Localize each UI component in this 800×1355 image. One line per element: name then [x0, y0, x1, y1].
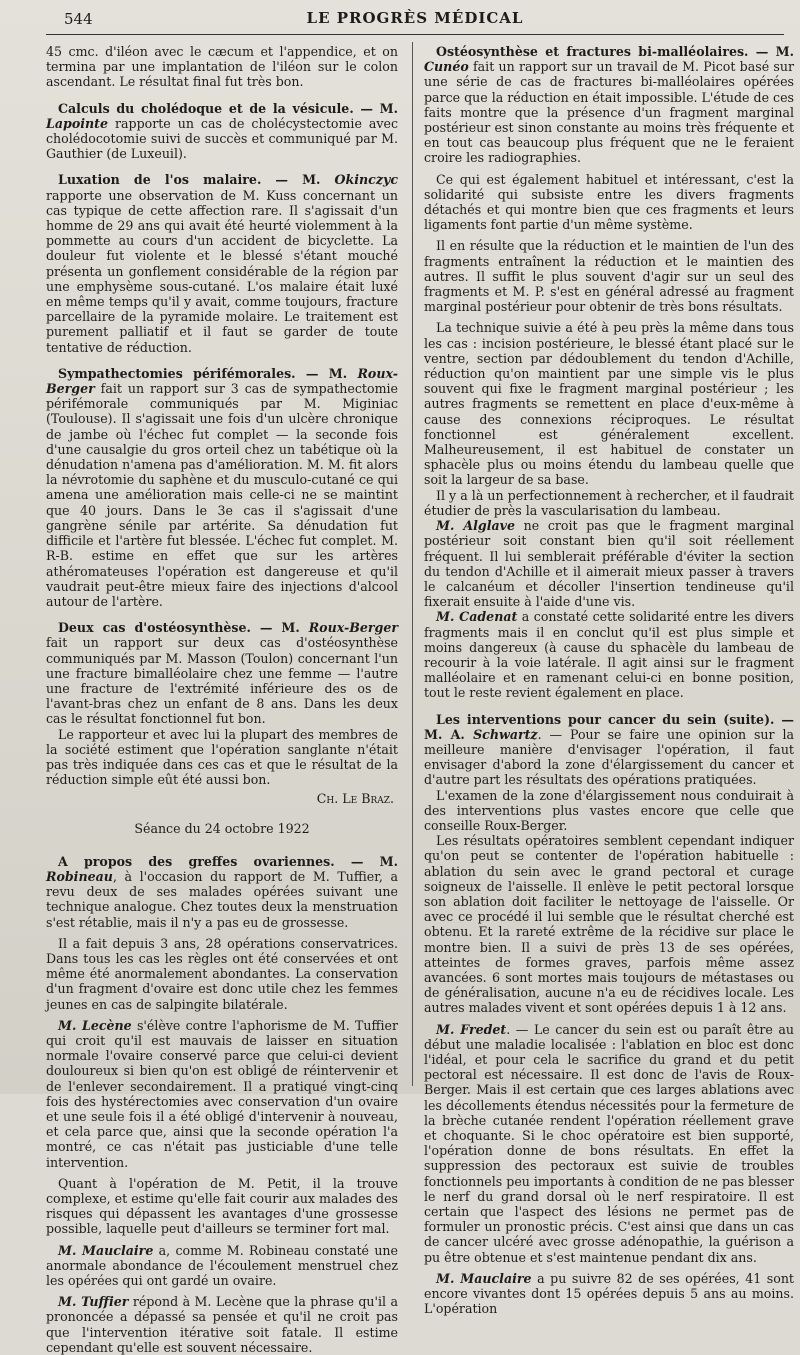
paragraph: M. Mauclaire a pu suivre 82 de ses opérées, 41 sont encore vivantes dont 15 opérées depuis 5 ans au moins. L'opération [424, 1270, 794, 1317]
author-name: M. Mauclaire [436, 1270, 532, 1286]
page-header [46, 6, 784, 35]
section-heading: Sympathectomies périfémorales. — M. [58, 365, 358, 381]
author-name: M. Alglave [436, 518, 515, 534]
left-column [46, 44, 398, 1355]
paragraph: Deux cas d'ostéosynthèse. — M. Roux-Berger fait un rapport sur deux cas d'ostéosynthèse communiqués par M. Masson (Toulon) concernant l'un une fracture bimalléolaire chez une femme — l'autre une fracture de l'extrémité inférieure des os de l'avant-bras chez un enfant de 8 ans. Dans les deux cas le résultat fonctionnel fut bon. [46, 620, 398, 727]
paragraph: M. Alglave ne croit pas que le fragment marginal postérieur soit constant bien qu'il soit réellement fréquent. Il lui semblerait préférable d'éviter la section du tendon d'Achille et il aimerait mieux passer à travers le calcanéum et décoller l'insertion tendineuse qu'il fixerait ensuite à l'aide d'une vis. [424, 518, 794, 610]
paragraph: Il a fait depuis 3 ans, 28 opérations conservatrices. Dans tous les cas les règles ont été conservées et ont même été anormalement abondantes. La conservation d'un fragment d'ovaire est donc utile chez les femmes jeunes en cas de salpingite bilatérale. [46, 935, 398, 1012]
page-number: 544 [64, 10, 93, 28]
paragraph: Calculs du cholédoque et de la vésicule. — M. Lapointe rapporte un cas de cholécystectomie avec cholédocotomie suivi de succès et communiqué par M. Gauthier (de Luxeuil). [46, 100, 398, 162]
author-name: Roux-Berger [308, 620, 398, 636]
author-name: M. Tuffier [58, 1294, 129, 1310]
section-heading: Les interventions pour cancer du sein (suite). — M. A. [424, 711, 794, 742]
author-name: M. Cadenat [436, 609, 518, 625]
paragraph: La technique suivie a été à peu près la même dans tous les cas : incision postérieure, le blessé étant placé sur le ventre, section par dédoublement du tendon d'Achille, réduction qu'on maintient par une simple vis le plus souvent qui fixe le fragment marginal postérieur ; les autres fragments se remettent en place d'eux-même à cause des connexions réciproques. Le résultat fonctionnel est généralement excellent. Malheureusement, il est habituel de constater un sphacèle plus ou moins étendu du lambeau quelle que soit la largeur de sa base. [424, 320, 794, 488]
paragraph: M. Fredet. — Le cancer du sein est ou paraît être au début une maladie localisée : l'ablation en bloc est donc l'idéal, et pour cela le sacrifice du grand et du petit pectoral est nécessaire. Il est donc de l'avis de Roux-Berger. Mais il est certain que ces larges ablations avec les décollements étendus nécessités pour la fermeture de la brèche cutanée rendent l'opération réellement grave et choquante. Si le choc opératoire est bien supporté, l'opération donne de bons résultats. En effet la suppression des pectoraux est suivie de troubles fonctionnels peu importants à condition de ne pas blesser le nerf du grand dorsal où le nerf respiratoire. Il est certain que l'aspect des lésions ne permet pas de formuler un pronostic précis. C'est ainsi que dans un cas de cancer ulcéré avec grosse adénopathie, la guérison a pu être obtenue et s'est maintenue pendant dix ans. [424, 1021, 794, 1265]
right-column [424, 44, 794, 1316]
author-name: Schwartz [473, 726, 538, 742]
session-date: Séance du 24 octobre 1922 [134, 820, 310, 836]
author-name: Roux-Berger [46, 365, 398, 397]
section-heading: Luxation de l'os malaire. — M. [58, 172, 335, 188]
paragraph: Il y a là un perfectionnement à rechercher, et il faudrait étudier de près la vascularisation du lambeau. [424, 487, 794, 518]
section-heading: Ostéosynthèse et fractures bi-malléolaires. — M. [436, 44, 794, 59]
author-name: Okinczyc [334, 172, 398, 188]
signature: Ch. Le Braz. [316, 791, 394, 807]
paragraph: Les résultats opératoires semblent cependant indiquer qu'on peut se contenter de l'opération habituelle : ablation du sein avec le grand pectoral et curage soigneux de l'aisselle. Il enlève le petit pectoral lorsque son ablation doit faciliter le nettoyage de l'aisselle. Or avec ce procédé il lui semble que le résultat cherché est obtenu. Et la rareté extrême de la récidive sur place le montre bien. Il a suivi de près 13 de ses opérées, atteintes de formes graves, parfois même assez avancées. 6 sont mortes mais toujours de métastases ou de généralisation, aucune n'a eu de récidives locale. Les autres malades vivent et sont opérées depuis 1 à 12 ans. [424, 833, 794, 1016]
author-name: Lapointe [46, 115, 108, 131]
author-name: Cunéo [424, 59, 469, 75]
paragraph: Sympathectomies périfémorales. — M. Roux-Berger fait un rapport sur 3 cas de sympathectomie périfémorale communiqués par M. Miginiac (Toulouse). Il s'agissait une fois d'un ulcère chronique de jambe où l'échec fut complet — la seconde fois d'une causalgie du gros orteil chez un tabétique où la dénudation n'amena pas d'amélioration. M. M. fit alors la névrotomie du saphène et du musculo-cutané ce qui amena une amélioration mais celle-ci ne se maintint que 40 jours. Dans le 3e cas il s'agissait d'une gangrène sénile par artérite. Sa dénudation fut difficile et l'artère fut blessée. L'échec fut complet. M. R-B. estime en effet que sur les artères athéromateuses l'opération est dangereuse et qu'il vaudrait peut-être mieux faire des injections d'alcool autour de l'artère. [46, 365, 398, 609]
paragraph: L'examen de la zone d'élargissement nous conduirait à des interventions plus vastes encore que celle que conseille Roux-Berger. [424, 787, 794, 833]
section-heading: Deux cas d'ostéosynthèse. — M. [58, 620, 309, 636]
paragraph: Ostéosynthèse et fractures bi-malléolaires. — M. Cunéo fait un rapport sur un travail de M. Picot basé sur une série de cas de fractures bi-malléolaires opérées parce que la réduction en était impossible. L'étude de ces faits montre que la présence d'un fragment marginal postérieur est sinon constante au moins très fréquente et en tout cas beaucoup plus fréquent que ne le feraient croire les radiographies. [424, 44, 795, 166]
paragraph: Les interventions pour cancer du sein (suite). — M. A. Schwartz. — Pour se faire une opinion sur la meilleure manière d'envisager l'opération, il faut envisager d'abord la zone d'élargissement du cancer et d'autre part les résultats des opérations pratiquées. [424, 711, 794, 788]
paragraph: Il en résulte que la réduction et le maintien de l'un des fragments entraînent la réduction et le maintien des autres. Il suffit le plus souvent d'agir sur un seul des fragments et M. P. s'est en général adressé au fragment marginal postérieur pour obtenir de très bons résultats. [424, 238, 794, 315]
paragraph: Quant à l'opération de M. Petit, il la trouve complexe, et estime qu'elle fait courir aux malades des risques qui dépassent les avantages d'une grossesse possible, laquelle peut d'ailleurs se terminer fort mal. [46, 1175, 398, 1237]
paragraph: M. Lecène s'élève contre l'aphorisme de M. Tuffier qui croit qu'il est mauvais de laisser en situation normale l'ovaire conservé parce que celui-ci devient douloureux si bien qu'on est obligé de réintervenir et de l'enlever secondairement. Il a pratiqué vingt-cinq fois des hystérectomies avec conservation d'un ovaire et une seule fois il a été obligé d'intervenir à nouveau, et cela parce que, ainsi que la seconde opération l'a montré, ce cas n'était pas justiciable d'une telle intervention. [46, 1017, 398, 1170]
author-name: M. Fredet [436, 1021, 507, 1037]
paragraph: M. Cadenat a constaté cette solidarité entre les divers fragments mais il en conclut qu'il est plus simple et moins dangereux (à cause du sphacèle du lambeau de recourir à la voie latérale. Il agit ainsi sur le fragment malléolaire et en ramenant celui-ci en bonne position, tout le reste revient également en place. [424, 609, 794, 701]
paragraph: Le rapporteur et avec lui la plupart des membres de la société estiment que l'opération sanglante n'était pas très indiquée dans ces cas et que le résultat de la réduction simple eût été aussi bon. [46, 726, 398, 788]
paragraph: Luxation de l'os malaire. — M. Okinczyc rapporte une observation de M. Kuss concernant un cas typique de cette affection rare. Il s'agissait d'un homme de 29 ans qui avait été heurté violemment à la pommette au cours d'un accident de bicyclette. La douleur fut violente et le blessé s'étant mouché présenta un gonflement considérable de la région par une emphysème sous-cutané. L'os malaire était luxé en même temps qu'il y avait, comme toujours, fracture parcellaire de la pyramide molaire. Le traitement est purement palliatif et il faut se garder de toute tentative de réduction. [46, 172, 398, 355]
column-divider [412, 42, 413, 1086]
paragraph: Ce qui est également habituel et intéressant, c'est la solidarité qui subsiste entre les divers fragments détachés et qui montre bien que ces fragments et leurs ligaments font partie d'un même système. [424, 171, 794, 233]
section-heading: Calculs du cholédoque et de la vésicule. — M. [58, 100, 398, 116]
author-name: Robineau [46, 868, 113, 884]
paragraph: 45 cmc. d'iléon avec le cæcum et l'appendice, et on termina par une implantation de l'iléon sur le colon ascendant. Le résultat final fut très bon. [46, 44, 398, 90]
paragraph: M. Mauclaire a, comme M. Robineau constaté une anormale abondance de l'écoulement menstruel chez les opérées qui ont gardé un ovaire. [46, 1242, 398, 1289]
paragraph: M. Tuffier répond à M. Lecène que la phrase qu'il a prononcée a dépassé sa pensée et qu'il ne croit pas que l'intervention itérative soit fatale. Il estime cependant qu'elle est souvent nécessaire. [46, 1294, 399, 1355]
paragraph: A propos des greffes ovariennes. — M. Robineau, à l'occasion du rapport de M. Tuffier, a revu deux de ses malades opérées suivant une technique analogue. Chez toutes deux la menstruation s'est rétablie, mais il n'y a pas eu de grossesse. [46, 853, 398, 930]
author-name: M. Lecène [58, 1017, 132, 1033]
author-name: M. Mauclaire [58, 1242, 154, 1258]
journal-title: LE PROGRÈS MÉDICAL [306, 9, 524, 27]
section-heading: A propos des greffes ovariennes. — M. [58, 853, 398, 869]
